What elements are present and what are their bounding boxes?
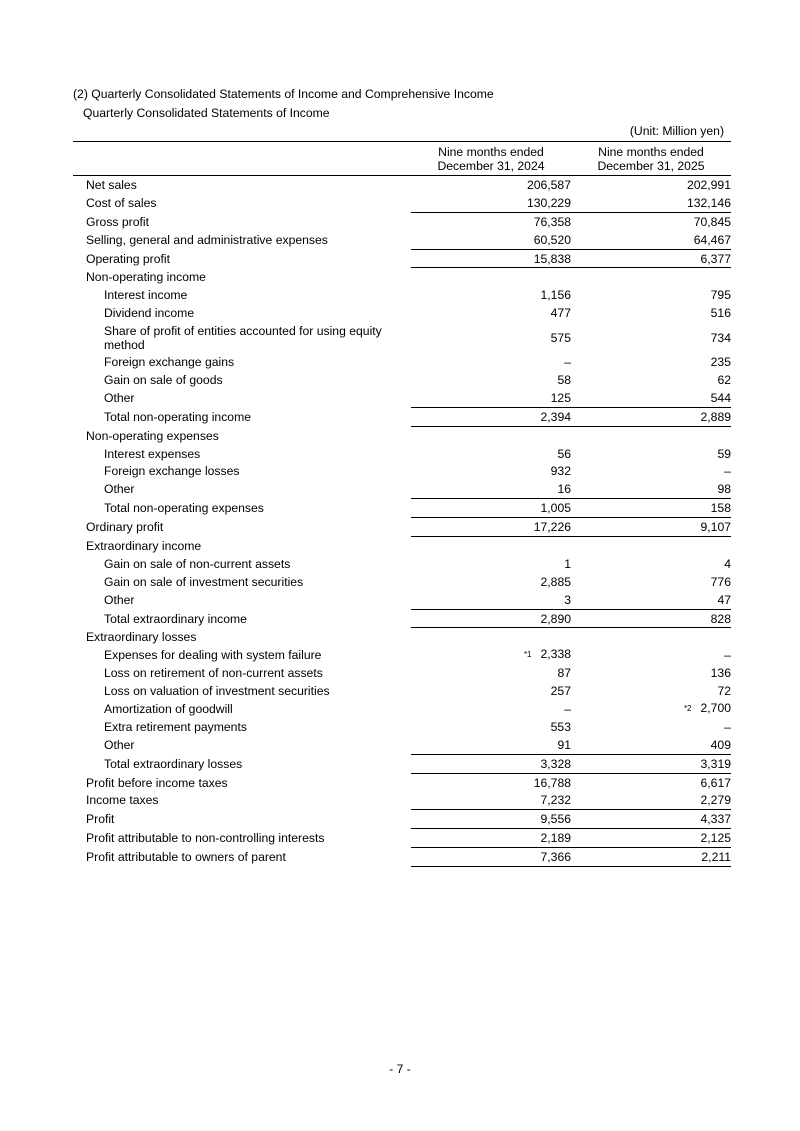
value-2024	[411, 231, 571, 249]
amount: 4	[724, 556, 731, 571]
row-label: Other	[104, 390, 135, 405]
amount: 2,394	[540, 409, 571, 424]
value-2025	[571, 268, 731, 286]
header-label-cell	[73, 142, 411, 176]
value-2024	[411, 628, 571, 646]
table-row	[73, 609, 731, 628]
amount: 2,211	[701, 850, 731, 865]
row-label: Loss on retirement of non-current assets	[104, 666, 323, 681]
value-2025	[571, 700, 731, 718]
amount: 59	[717, 446, 731, 461]
column-header-line1: Nine months ended	[598, 145, 704, 159]
value-2025	[571, 353, 731, 371]
table-row	[73, 555, 731, 573]
amount: 72	[717, 684, 731, 699]
value-2025	[571, 664, 731, 682]
amount: 3	[564, 592, 571, 607]
row-label: Extra retirement payments	[104, 719, 247, 734]
row-label: Expenses for dealing with system failure	[104, 648, 322, 663]
amount: 477	[550, 306, 571, 321]
statement-title: Quarterly Consolidated Statements of Income	[83, 106, 330, 120]
row-label: Interest income	[104, 288, 188, 303]
value-2025	[571, 573, 731, 591]
value-2025	[571, 829, 731, 848]
value-2025	[571, 445, 731, 463]
value-2024	[411, 718, 571, 736]
row-label: Net sales	[86, 177, 137, 192]
row-label: Operating profit	[86, 251, 171, 266]
table-row	[73, 268, 731, 286]
amount: 553	[550, 719, 571, 734]
amount: 9,107	[700, 520, 731, 535]
amount: 206,587	[526, 177, 571, 192]
row-label: Dividend income	[104, 306, 195, 321]
amount: 2,890	[540, 611, 571, 626]
value-2024	[411, 371, 571, 389]
value-2025	[571, 646, 731, 664]
row-label: Income taxes	[86, 793, 159, 808]
row-label: Selling, general and administrative expenses	[86, 232, 328, 247]
amount: –	[564, 701, 571, 716]
amount: 47	[717, 592, 731, 607]
value-2025	[571, 194, 731, 212]
amount: 1	[564, 556, 571, 571]
value-2024	[411, 646, 571, 664]
column-header-line2: December 31, 2025	[597, 159, 705, 173]
value-2024	[411, 304, 571, 322]
value-2024	[411, 537, 571, 555]
value-2025	[571, 736, 731, 754]
row-label: Loss on valuation of investment securities	[104, 684, 330, 699]
value-2024	[411, 810, 571, 829]
amount: –	[564, 355, 571, 370]
value-2024	[411, 286, 571, 304]
value-2025	[571, 322, 731, 353]
row-label: Foreign exchange losses	[104, 464, 240, 479]
table-row	[73, 231, 731, 249]
amount: 544	[710, 390, 731, 405]
row-label: Total extraordinary income	[104, 611, 247, 626]
row-label: Non-operating expenses	[86, 428, 219, 443]
value-2025	[571, 426, 731, 444]
value-2024	[411, 499, 571, 518]
value-2024	[411, 445, 571, 463]
amount: 2,889	[700, 409, 731, 424]
amount: 58	[557, 372, 571, 387]
table-row	[73, 407, 731, 426]
table-row	[73, 700, 731, 718]
amount: –	[724, 648, 731, 663]
amount: 91	[557, 737, 571, 752]
table-row	[73, 848, 731, 867]
table-row	[73, 286, 731, 304]
value-2025	[571, 810, 731, 829]
value-2025	[571, 537, 731, 555]
value-2024	[411, 609, 571, 628]
table-row	[73, 810, 731, 829]
row-label: Profit	[86, 812, 115, 827]
column-header-2025	[571, 142, 731, 176]
row-label: Profit before income taxes	[86, 775, 228, 790]
amount: 130,229	[526, 195, 571, 210]
value-2024	[411, 555, 571, 573]
amount: 125	[550, 390, 571, 405]
column-header-2024	[411, 142, 571, 176]
table-row	[73, 322, 731, 353]
value-2025	[571, 462, 731, 480]
value-2024	[411, 353, 571, 371]
value-2024	[411, 591, 571, 609]
table-row	[73, 773, 731, 791]
row-label: Ordinary profit	[86, 520, 164, 535]
value-2024	[411, 389, 571, 407]
value-2024	[411, 829, 571, 848]
page-number: - 7 -	[389, 1062, 411, 1076]
value-2025	[571, 754, 731, 773]
row-label: Foreign exchange gains	[104, 355, 235, 370]
value-2025	[571, 389, 731, 407]
amount: 62	[717, 372, 731, 387]
amount: 16	[557, 482, 571, 497]
amount: 16,788	[533, 775, 571, 790]
table-row	[73, 591, 731, 609]
row-label: Non-operating income	[86, 270, 206, 285]
table-row	[73, 426, 731, 444]
table-row	[73, 628, 731, 646]
row-label: Other	[104, 482, 135, 497]
value-2025	[571, 773, 731, 791]
amount: 132,146	[686, 195, 731, 210]
amount: 734	[710, 330, 731, 345]
amount: 2,125	[700, 831, 731, 846]
row-label: Profit attributable to owners of parent	[86, 850, 286, 865]
amount: 3,319	[700, 756, 731, 771]
row-label: Gain on sale of investment securities	[104, 574, 304, 589]
amount: 4,337	[700, 812, 731, 827]
table-row	[73, 249, 731, 268]
value-2025	[571, 848, 731, 867]
table-row	[73, 537, 731, 555]
amount: 1,005	[540, 501, 571, 516]
value-2024	[411, 322, 571, 353]
amount: 56	[557, 446, 571, 461]
amount: 257	[550, 684, 571, 699]
amount: 17,226	[533, 520, 571, 535]
value-2024	[411, 700, 571, 718]
amount: 136	[710, 666, 731, 681]
footnote-marker: *1	[523, 650, 532, 660]
column-header-line1: Nine months ended	[438, 145, 544, 159]
value-2025	[571, 518, 731, 537]
row-label: Other	[104, 592, 135, 607]
row-label: Extraordinary losses	[86, 630, 197, 645]
amount: –	[724, 464, 731, 479]
value-2024	[411, 249, 571, 268]
amount: 2,189	[540, 831, 571, 846]
value-2025	[571, 718, 731, 736]
table-row	[73, 194, 731, 212]
amount: 795	[710, 288, 731, 303]
amount: –	[724, 719, 731, 734]
table-row	[73, 754, 731, 773]
value-2024	[411, 426, 571, 444]
table-row	[73, 304, 731, 322]
table-row	[73, 389, 731, 407]
amount: 2,700	[700, 700, 731, 715]
table-row	[73, 646, 731, 664]
statement-rows	[73, 176, 731, 867]
value-2024	[411, 754, 571, 773]
value-2025	[571, 591, 731, 609]
value-2025	[571, 682, 731, 700]
table-row	[73, 718, 731, 736]
amount: 2,885	[540, 574, 571, 589]
value-2024	[411, 176, 571, 194]
table-row	[73, 792, 731, 810]
value-2025	[571, 499, 731, 518]
amount: 235	[710, 355, 731, 370]
value-2024	[411, 573, 571, 591]
value-2025	[571, 480, 731, 498]
value-2024	[411, 736, 571, 754]
amount: 9,556	[540, 812, 571, 827]
row-label: Share of profit of entities accounted for using equity method	[104, 323, 382, 352]
amount: 2,338	[540, 647, 571, 662]
table-row	[73, 480, 731, 498]
value-2025	[571, 286, 731, 304]
row-label: Amortization of goodwill	[104, 701, 233, 716]
amount: 7,232	[540, 793, 571, 808]
value-2024	[411, 212, 571, 230]
value-2025	[571, 231, 731, 249]
value-2025	[571, 212, 731, 230]
table-row	[73, 573, 731, 591]
row-label: Gain on sale of non-current assets	[104, 556, 291, 571]
amount: 70,845	[693, 214, 731, 229]
value-2024	[411, 462, 571, 480]
row-label: Total extraordinary losses	[104, 756, 243, 771]
row-label: Total non-operating expenses	[104, 501, 264, 516]
value-2025	[571, 555, 731, 573]
table-row	[73, 176, 731, 194]
row-label: Gross profit	[86, 214, 149, 229]
value-2024	[411, 518, 571, 537]
value-2024	[411, 682, 571, 700]
value-2024	[411, 792, 571, 810]
amount: 98	[717, 482, 731, 497]
amount: 932	[550, 464, 571, 479]
value-2024	[411, 268, 571, 286]
amount: 2,279	[700, 793, 731, 808]
amount: 516	[710, 306, 731, 321]
value-2024	[411, 848, 571, 867]
column-header-line2: December 31, 2024	[437, 159, 545, 173]
footnote-marker: *2	[683, 703, 692, 713]
amount: 409	[710, 737, 731, 752]
row-label: Other	[104, 737, 135, 752]
unit-label: (Unit: Million yen)	[629, 124, 724, 138]
row-label: Profit attributable to non-controlling interests	[86, 831, 325, 846]
value-2024	[411, 664, 571, 682]
amount: 15,838	[533, 251, 571, 266]
table-row	[73, 371, 731, 389]
row-label: Gain on sale of goods	[104, 372, 223, 387]
amount: 202,991	[686, 177, 731, 192]
row-label: Extraordinary income	[86, 538, 202, 553]
amount: 87	[557, 666, 571, 681]
amount: 7,366	[540, 850, 571, 865]
value-2025	[571, 249, 731, 268]
table-row	[73, 829, 731, 848]
value-2025	[571, 371, 731, 389]
table-row	[73, 518, 731, 537]
section-heading: (2) Quarterly Consolidated Statements of Income and Comprehensive Income	[73, 87, 494, 101]
income-statement-table	[73, 141, 731, 867]
amount: 158	[710, 501, 731, 516]
amount: 76,358	[533, 214, 571, 229]
amount: 3,328	[540, 756, 571, 771]
column-header-row	[73, 142, 731, 176]
table-row	[73, 682, 731, 700]
value-2024	[411, 407, 571, 426]
row-label: Cost of sales	[86, 195, 157, 210]
table-row	[73, 212, 731, 230]
value-2025	[571, 792, 731, 810]
value-2024	[411, 194, 571, 212]
table-row	[73, 736, 731, 754]
table-row	[73, 353, 731, 371]
amount: 60,520	[533, 232, 571, 247]
amount: 6,377	[700, 251, 731, 266]
value-2024	[411, 773, 571, 791]
table-row	[73, 445, 731, 463]
value-2025	[571, 407, 731, 426]
amount: 6,617	[700, 775, 731, 790]
amount: 828	[710, 611, 731, 626]
table-row	[73, 664, 731, 682]
row-label: Interest expenses	[104, 446, 201, 461]
table-row	[73, 499, 731, 518]
amount: 575	[550, 330, 571, 345]
amount: 776	[710, 574, 731, 589]
value-2025	[571, 628, 731, 646]
amount: 1,156	[540, 288, 571, 303]
amount: 64,467	[693, 232, 731, 247]
table-row	[73, 462, 731, 480]
row-label: Total non-operating income	[104, 409, 252, 424]
value-2025	[571, 609, 731, 628]
value-2024	[411, 480, 571, 498]
value-2025	[571, 176, 731, 194]
value-2025	[571, 304, 731, 322]
